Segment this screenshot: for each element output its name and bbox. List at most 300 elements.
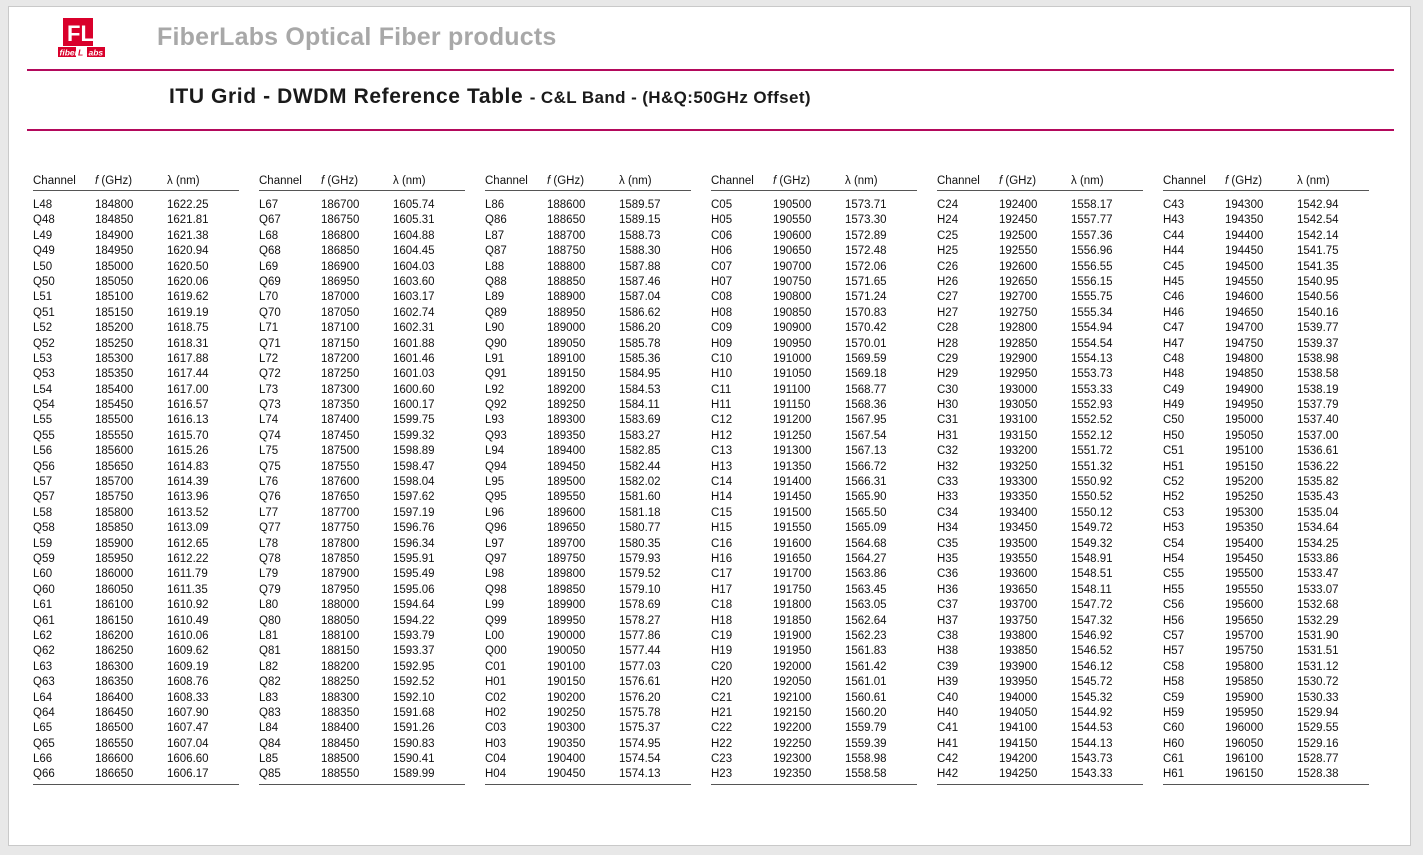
table-row [33,521,239,536]
channel-cell: C32 [937,445,959,458]
frequency-cell: 187700 [321,506,360,519]
wavelength-cell: 1588.30 [619,245,661,258]
wavelength-cell: 1536.61 [1297,445,1339,458]
frequency-cell: 186400 [95,691,134,704]
channel-cell: C43 [1163,199,1185,211]
dwdm-reference-table [33,175,1393,785]
wavelength-cell: 1604.03 [393,260,435,273]
channel-cell: C03 [485,722,507,735]
channel-cell: Q50 [33,275,55,288]
table-row [937,752,1143,767]
wavelength-cell: 1558.98 [845,753,887,766]
channel-cell: Q69 [259,275,281,288]
frequency-cell: 189900 [547,599,586,612]
table-row [259,736,465,751]
table-row [1163,428,1369,443]
frequency-cell: 192550 [999,245,1038,258]
table-row [711,752,917,767]
frequency-cell: 194200 [999,753,1038,766]
table-header-row [485,175,691,191]
channel-cell: L96 [485,506,505,519]
wavelength-cell: 1586.20 [619,322,661,335]
table-row [1163,567,1369,582]
frequency-cell: 190150 [547,676,586,689]
frequency-cell: 193900 [999,660,1038,673]
channel-cell: C48 [1163,352,1185,365]
wavelength-cell: 1551.32 [1071,460,1113,473]
wavelength-cell: 1583.27 [619,429,661,442]
channel-cell: L97 [485,537,505,550]
table-row [33,721,239,736]
wavelength-cell: 1549.32 [1071,537,1113,550]
table-row [485,628,691,643]
channel-cell: L61 [33,599,53,612]
wavelength-cell: 1535.82 [1297,476,1339,489]
frequency-cell: 195850 [1225,676,1264,689]
wavelength-cell: 1569.59 [845,352,887,365]
wavelength-cell: 1531.51 [1297,645,1339,658]
wavelength-cell: 1603.17 [393,291,435,304]
table-row [33,274,239,289]
channel-cell: L53 [33,352,53,365]
wavelength-cell: 1574.95 [619,737,661,750]
channel-cell: L72 [259,352,279,365]
wavelength-cell: 1549.72 [1071,522,1113,535]
wavelength-cell: 1599.32 [393,429,435,442]
channel-cell: Q49 [33,245,55,258]
table-row [1163,398,1369,413]
wavelength-cell: 1601.46 [393,352,435,365]
table-row [33,290,239,305]
channel-cell: C36 [937,568,959,581]
table-row [259,551,465,566]
wavelength-cell: 1553.73 [1071,368,1113,381]
table-row [937,598,1143,613]
table-row [259,582,465,597]
channel-cell: H17 [711,583,733,596]
wavelength-cell: 1544.92 [1071,706,1113,719]
wavelength-cell: 1561.01 [845,676,887,689]
channel-cell: L73 [259,383,279,396]
frequency-cell: 187800 [321,537,360,550]
channel-cell: L86 [485,199,505,211]
wavelength-cell: 1597.19 [393,506,435,519]
wavelength-cell: 1610.49 [167,614,209,627]
channel-cell: Q61 [33,614,55,627]
table-row [33,244,239,259]
wavelength-cell: 1542.14 [1297,229,1339,242]
frequency-cell: 194950 [1225,399,1264,412]
wavelength-cell: 1559.79 [845,722,887,735]
frequency-cell: 189350 [547,429,586,442]
table-row [259,244,465,259]
table-row [259,690,465,705]
table-row [259,382,465,397]
table-row [711,736,917,751]
wavelength-cell: 1588.73 [619,229,661,242]
table-row [1163,336,1369,351]
channel-cell: C47 [1163,322,1185,335]
frequency-cell: 192500 [999,229,1038,242]
frequency-cell: 196100 [1225,753,1264,766]
channel-cell: C54 [1163,537,1185,550]
table-row [1163,413,1369,428]
frequency-cell: 187400 [321,414,360,427]
table-row [937,767,1143,782]
frequency-cell: 192600 [999,260,1038,273]
wavelength-cell: 1556.55 [1071,260,1113,273]
frequency-cell: 192850 [999,337,1038,350]
wavelength-cell: 1548.91 [1071,552,1113,565]
frequency-cell: 192750 [999,306,1038,319]
channel-cell: C39 [937,660,959,673]
table-row [33,444,239,459]
wavelength-cell: 1573.30 [845,214,887,227]
table-row [1163,321,1369,336]
table-row [937,721,1143,736]
frequency-cell: 189500 [547,476,586,489]
channel-cell: L84 [259,722,279,735]
wavelength-cell: 1546.12 [1071,660,1113,673]
wavelength-cell: 1603.60 [393,275,435,288]
wavelength-cell: 1576.61 [619,676,661,689]
frequency-cell: 194150 [999,737,1038,750]
wavelength-cell: 1584.95 [619,368,661,381]
frequency-cell: 188100 [321,629,360,642]
channel-cell: C33 [937,476,959,489]
channel-cell: Q67 [259,214,281,227]
wavelength-cell: 1598.89 [393,445,435,458]
wavelength-cell: 1538.58 [1297,368,1339,381]
wavelength-cell: 1534.64 [1297,522,1339,535]
channel-cell: H26 [937,275,959,288]
table-row [33,213,239,228]
channel-cell: H14 [711,491,733,504]
table-row [937,321,1143,336]
header-divider-top [27,69,1394,71]
channel-cell: C11 [711,383,732,396]
wavelength-cell: 1531.90 [1297,629,1339,642]
frequency-cell: 190300 [547,722,586,735]
frequency-cell: 194300 [1225,199,1264,211]
frequency-cell: 188500 [321,753,360,766]
channel-cell: L92 [485,383,505,396]
frequency-cell: 193550 [999,552,1038,565]
frequency-cell: 187950 [321,583,360,596]
channel-cell: C02 [485,691,507,704]
table-row [33,752,239,767]
table-row [1163,582,1369,597]
channel-cell: Q89 [485,306,507,319]
frequency-cell: 188550 [321,768,360,781]
column-header: λ (nm) [1071,175,1143,191]
channel-cell: H25 [937,245,959,258]
table-row [1163,490,1369,505]
wavelength-cell: 1607.90 [167,706,209,719]
wavelength-cell: 1597.62 [393,491,435,504]
channel-cell: H23 [711,768,733,781]
wavelength-cell: 1566.72 [845,460,887,473]
frequency-cell: 187850 [321,552,360,565]
table-row [1163,382,1369,397]
frequency-cell: 191850 [773,614,812,627]
frequency-cell: 195150 [1225,460,1264,473]
frequency-cell: 185450 [95,399,134,412]
frequency-cell: 186250 [95,645,134,658]
wavelength-cell: 1543.33 [1071,768,1113,781]
page-title-sub: - C&L Band - (H&Q:50GHz Offset) [529,88,811,107]
wavelength-cell: 1610.92 [167,599,209,612]
wavelength-cell: 1560.61 [845,691,887,704]
table-row [33,736,239,751]
channel-cell: H57 [1163,645,1185,658]
channel-cell: L68 [259,229,279,242]
table-row [259,367,465,382]
wavelength-cell: 1619.19 [167,306,209,319]
wavelength-cell: 1535.43 [1297,491,1339,504]
table-row [1163,598,1369,613]
channel-cell: Q73 [259,399,281,412]
frequency-cell: 186100 [95,599,134,612]
frequency-cell: 191700 [773,568,812,581]
table-row [937,613,1143,628]
frequency-cell: 192150 [773,706,812,719]
wavelength-cell: 1613.96 [167,491,209,504]
channel-cell: H39 [937,676,959,689]
wavelength-cell: 1580.35 [619,537,661,550]
column-header: f (GHz) [1225,175,1297,191]
table-row [259,228,465,243]
channel-cell: H37 [937,614,959,627]
channel-cell: L69 [259,260,279,273]
frequency-cell: 186850 [321,245,360,258]
table-row [711,675,917,690]
table-row [711,644,917,659]
wavelength-cell: 1542.54 [1297,214,1339,227]
table-bottom-rule [485,784,691,785]
table-row [485,675,691,690]
table-row [33,767,239,782]
channel-cell: C19 [711,629,733,642]
table-row [1163,351,1369,366]
table-row [259,705,465,720]
wavelength-cell: 1547.32 [1071,614,1113,627]
wavelength-cell: 1576.20 [619,691,661,704]
channel-cell: Q86 [485,214,507,227]
table-row [711,191,917,213]
wavelength-cell: 1611.79 [167,568,208,581]
frequency-cell: 187100 [321,322,360,335]
channel-cell: C26 [937,260,959,273]
wavelength-cell: 1598.47 [393,460,435,473]
wavelength-cell: 1560.20 [845,706,887,719]
frequency-cell: 189150 [547,368,586,381]
channel-table [937,175,1143,782]
frequency-cell: 187350 [321,399,360,412]
frequency-cell: 188300 [321,691,360,704]
frequency-cell: 187900 [321,568,360,581]
table-row [485,690,691,705]
table-row [33,567,239,582]
table-row [711,321,917,336]
channel-cell: C22 [711,722,733,735]
table-header-row [937,175,1143,191]
frequency-cell: 189700 [547,537,586,550]
table-row [937,336,1143,351]
wavelength-cell: 1605.74 [393,199,435,211]
frequency-cell: 187300 [321,383,360,396]
channel-cell: L52 [33,322,53,335]
table-row [1163,290,1369,305]
channel-cell: H43 [1163,214,1185,227]
frequency-cell: 192300 [773,753,812,766]
table-row [33,505,239,520]
channel-cell: L54 [33,383,53,396]
channel-cell: L00 [485,629,505,642]
frequency-cell: 191350 [773,460,812,473]
channel-cell: C16 [711,537,733,550]
wavelength-cell: 1585.36 [619,352,661,365]
channel-cell: H47 [1163,337,1185,350]
frequency-cell: 190500 [773,199,812,211]
frequency-cell: 190250 [547,706,586,719]
channel-cell: Q59 [33,552,55,565]
wavelength-cell: 1546.92 [1071,629,1113,642]
channel-cell: L88 [485,260,505,273]
frequency-cell: 186800 [321,229,360,242]
wavelength-cell: 1602.74 [393,306,435,319]
channel-cell: H22 [711,737,733,750]
channel-cell: C60 [1163,722,1185,735]
channel-cell: H33 [937,491,959,504]
channel-cell: L77 [259,506,279,519]
frequency-cell: 189800 [547,568,586,581]
channel-cell: Q82 [259,676,281,689]
wavelength-cell: 1540.16 [1297,306,1339,319]
table-row [259,213,465,228]
column-header: Channel [485,175,547,191]
table-row [937,259,1143,274]
table-row [485,474,691,489]
wavelength-cell: 1537.00 [1297,429,1339,442]
channel-cell: H31 [937,429,959,442]
channel-cell: L99 [485,599,505,612]
table-row [485,767,691,782]
channel-cell: L87 [485,229,505,242]
table-row [1163,705,1369,720]
wavelength-cell: 1535.04 [1297,506,1339,519]
wavelength-cell: 1563.45 [845,583,887,596]
table-row [937,444,1143,459]
svg-text:L: L [78,47,84,58]
channel-cell: H61 [1163,768,1185,781]
wavelength-cell: 1587.88 [619,260,661,273]
channel-cell: Q51 [33,306,55,319]
channel-cell: Q83 [259,706,281,719]
channel-cell: H21 [711,706,733,719]
frequency-cell: 194000 [999,691,1038,704]
channel-cell: C20 [711,660,733,673]
table-row [485,705,691,720]
channel-cell: L64 [33,691,53,704]
channel-cell: Q84 [259,737,281,750]
channel-cell: H08 [711,306,733,319]
table-row [1163,244,1369,259]
table-row [711,351,917,366]
channel-cell: C13 [711,445,733,458]
wavelength-cell: 1552.93 [1071,399,1113,412]
frequency-cell: 193800 [999,629,1038,642]
frequency-cell: 185800 [95,506,134,519]
wavelength-cell: 1571.65 [845,275,887,288]
channel-cell: C27 [937,291,959,304]
frequency-cell: 193500 [999,537,1038,550]
wavelength-cell: 1609.62 [167,645,209,658]
table-row [33,659,239,674]
wavelength-cell: 1599.75 [393,414,435,427]
wavelength-cell: 1530.33 [1297,691,1339,704]
wavelength-cell: 1542.94 [1297,199,1339,211]
table-row [1163,367,1369,382]
table-row [1163,459,1369,474]
frequency-cell: 186150 [95,614,134,627]
wavelength-cell: 1534.25 [1297,537,1339,550]
channel-cell: Q95 [485,491,507,504]
wavelength-cell: 1529.16 [1297,737,1339,750]
wavelength-cell: 1533.86 [1297,552,1339,565]
channel-cell: Q91 [485,368,507,381]
frequency-cell: 191400 [773,476,812,489]
channel-cell: H01 [485,676,507,689]
table-row [711,244,917,259]
channel-cell: C34 [937,506,959,519]
channel-cell: Q99 [485,614,507,627]
frequency-cell: 186600 [95,753,134,766]
wavelength-cell: 1570.83 [845,306,887,319]
channel-table [33,175,239,782]
channel-cell: Q77 [259,522,281,535]
column-header: f (GHz) [999,175,1071,191]
wavelength-cell: 1565.90 [845,491,887,504]
wavelength-cell: 1575.78 [619,706,661,719]
frequency-cell: 196000 [1225,722,1264,735]
channel-cell: H46 [1163,306,1185,319]
frequency-cell: 188450 [321,737,360,750]
table-row [711,444,917,459]
frequency-cell: 188950 [547,306,586,319]
wavelength-cell: 1558.58 [845,768,887,781]
table-row [1163,628,1369,643]
frequency-cell: 186950 [321,275,360,288]
channel-cell: L83 [259,691,279,704]
channel-cell: Q57 [33,491,55,504]
frequency-cell: 191550 [773,522,812,535]
frequency-cell: 192800 [999,322,1038,335]
header-divider-bottom [27,129,1394,131]
frequency-cell: 192200 [773,722,812,735]
channel-cell: C61 [1163,753,1185,766]
frequency-cell: 192350 [773,768,812,781]
frequency-cell: 188400 [321,722,360,735]
table-row [485,551,691,566]
wavelength-cell: 1600.17 [393,399,435,412]
svg-text:abs: abs [88,47,104,58]
document-page [8,6,1411,846]
table-row [1163,259,1369,274]
channel-cell: Q75 [259,460,281,473]
channel-cell: Q56 [33,460,55,473]
table-row [485,228,691,243]
